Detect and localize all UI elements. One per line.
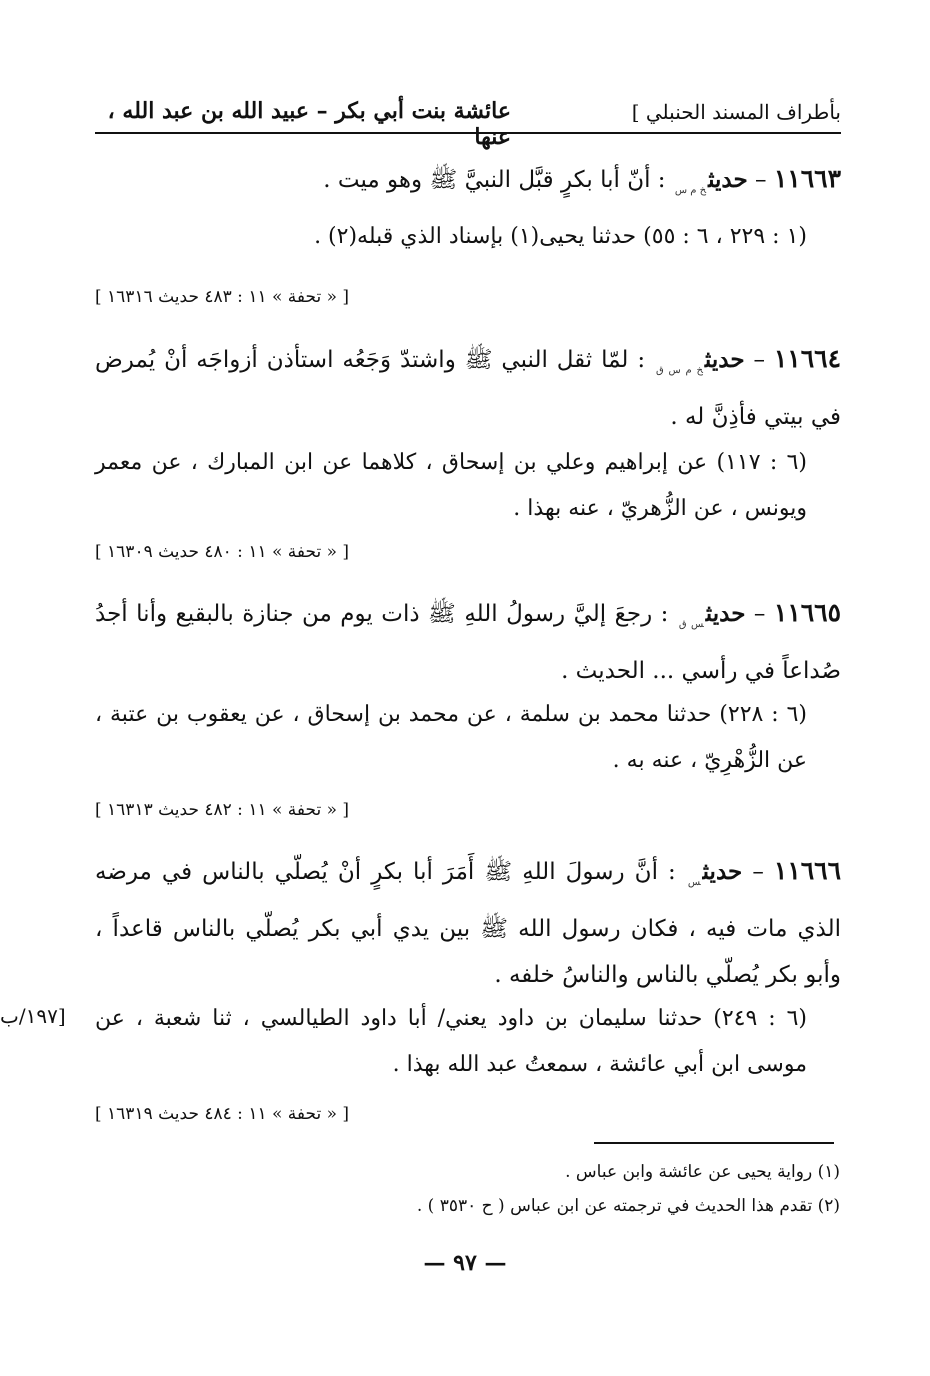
hadith-source: (١ : ٢٢٩ ، ٦ : ٥٥) حدثنا يحيى(١) بإسناد الذي قبله(٢) .	[314, 224, 807, 249]
hadith-text: : لمّا ثقل النبي ﷺ واشتدّ وَجَعُه استأذن أزواجَه أنْ يُمرض في بيتي فأذِنَّ له .	[95, 347, 841, 430]
hadith-keyword: حديث	[705, 600, 746, 627]
collection-symbols: س	[687, 876, 701, 888]
page-number: — ٩٧ —	[423, 1250, 507, 1276]
collection-symbols: س ق	[678, 618, 704, 630]
hadith-keyword: حديث	[704, 346, 745, 373]
hadith-entry-11666: ١١٦٦٦ – حديث$_س$ : أنَّ رسولَ اللهِ ﷺ أَمَرَ أبا بكرٍ أنْ يُصلّي بالناس في مرضه الذي مات فيه ، فكان رسول الله ﷺ بين يدي أبي بكر يُصلّي بالناس قاعداً ، وأبو بكر يُصلّي بالناس والناسُ خلفه .	[95, 856, 842, 988]
hadith-entry-11663: ١١٦٦٣ – حديث$_{خ م س}$ : أنّ أبا بكرٍ قبَّل النبيَّ ﷺ وهو ميت .	[323, 164, 841, 196]
hadith-text: : رجعَ إليَّ رسولُ اللهِ ﷺ ذات يوم من جنازة بالبقيع وأنا أجدُ صُداعاً في رأسي ... الحديث .	[95, 601, 841, 684]
tuhfa-reference: [ « تحفة » ١١ : ٤٨٢ حديث ١٦٣١٣ ]	[95, 800, 350, 820]
tuhfa-reference: [ « تحفة » ١١ : ٤٨٣ حديث ١٦٣١٦ ]	[95, 287, 350, 307]
tuhfa-reference: [ « تحفة » ١١ : ٤٨٤ حديث ١٦٣١٩ ]	[95, 1104, 350, 1124]
hadith-entry-11665: ١١٦٦٥ – حديث$_{س ق}$ : رجعَ إليَّ رسولُ اللهِ ﷺ ذات يوم من جنازة بالبقيع وأنا أجدُ صُداعاً في رأسي ... الحديث .	[95, 598, 842, 684]
footnote-1: (١) رواية يحيى عن عائشة وابن عباس .	[565, 1162, 840, 1182]
header-book-title: بأطراف المسند الحنبلي ]	[631, 100, 841, 124]
hadith-number: ١١٦٦٦	[773, 856, 842, 885]
tuhfa-reference: [ « تحفة » ١١ : ٤٨٠ حديث ١٦٣٠٩ ]	[95, 542, 350, 562]
hadith-source: (٦ : ٢٤٩) حدثنا سليمان بن داود يعني/ أبا داود الطيالسي ، ثنا شعبة ، عن موسى ابن أبي عائشة ، سمعتُ عبد الله بهذا .	[95, 1006, 807, 1077]
footnote-separator	[594, 1142, 834, 1144]
hadith-source: (٦ : ١١٧) عن إبراهيم وعلي بن إسحاق ، كلاهما عن ابن المبارك ، عن معمر ويونس ، عن الزُّهريّ ، عنه بهذا .	[95, 450, 807, 521]
hadith-source: (٦ : ٢٢٨) حدثنا محمد بن سلمة ، عن محمد بن إسحاق ، عن يعقوب بن عتبة ، عن الزُّهْرِيّ ، عنه به .	[95, 702, 807, 773]
hadith-number: ١١٦٦٤	[773, 344, 842, 373]
hadith-keyword: حديث	[702, 858, 743, 885]
hadith-text: : أنّ أبا بكرٍ قبَّل النبيَّ ﷺ وهو ميت .	[323, 167, 666, 193]
hadith-entry-11664: ١١٦٦٤ – حديث$_{خ م س ق}$ : لمّا ثقل النبي ﷺ واشتدّ وَجَعُه استأذن أزواجَه أنْ يُمرض في بيتي فأذِنَّ له .	[95, 344, 842, 430]
manuscript-folio-note: [١٩٧/ب	[0, 1004, 66, 1028]
hadith-keyword: حديث	[708, 166, 748, 193]
hadith-number: ١١٦٦٥	[773, 598, 842, 627]
running-header	[95, 96, 841, 150]
hadith-text: : أنَّ رسولَ اللهِ ﷺ أَمَرَ أبا بكرٍ أنْ يُصلّي بالناس في مرضه الذي مات فيه ، فكان رسول الله ﷺ بين يدي أبي بكر يُصلّي بالناس قاعداً ، وأبو بكر يُصلّي بالناس والناسُ خلفه .	[95, 859, 841, 988]
header-chapter-title: عائشة بنت أبي بكر – عبيد الله بن عبد الله ، عنها	[107, 98, 511, 150]
footnote-2: (٢) تقدم هذا الحديث في ترجمته عن ابن عباس ( ح ٣٥٣٠ ) .	[416, 1196, 840, 1216]
collection-symbols: خ م س ق	[655, 364, 703, 376]
collection-symbols: خ م س	[674, 184, 707, 196]
hadith-number: ١١٦٦٣	[773, 164, 841, 193]
